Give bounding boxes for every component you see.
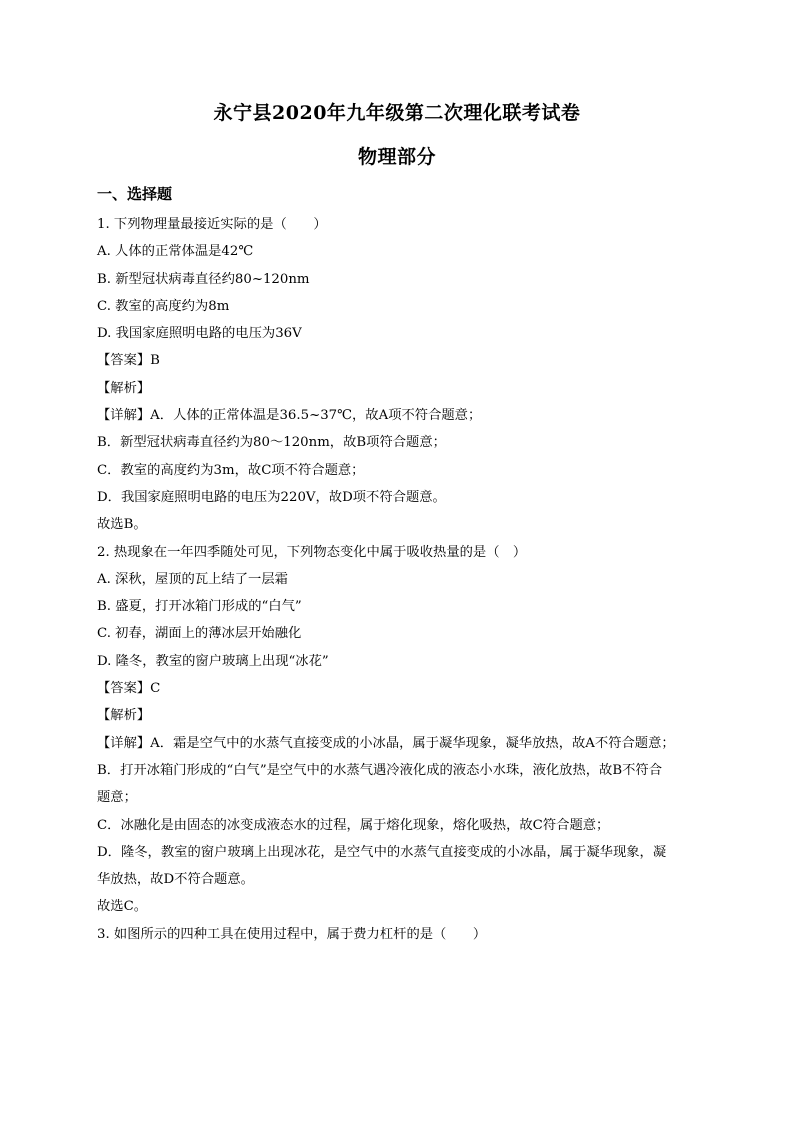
- question-1-option-a: A. 人体的正常体温是42℃: [97, 244, 254, 260]
- question-1-detail-a: 【详解】A．人体的正常体温是36.5~37℃，故A项不符合题意；: [97, 408, 482, 424]
- question-2-analysis-label: 【解析】: [97, 708, 151, 724]
- question-1-detail-c: C．教室的高度约为3m，故C项不符合题意；: [97, 462, 365, 478]
- question-2-answer: 【答案】C: [97, 681, 161, 697]
- question-1-option-d: D. 我国家庭照明电路的电压为36V: [97, 326, 302, 342]
- question-1-option-c: C. 教室的高度约为8m: [97, 298, 230, 314]
- question-1-option-b: B. 新型冠状病毒直径约80~120nm: [97, 271, 310, 287]
- question-2-detail-c: C．冰融化是由固态的冰变成液态水的过程，属于熔化现象，熔化吸热，故C符合题意；: [97, 817, 610, 833]
- question-2-conclusion: 故选C。: [97, 899, 148, 915]
- question-2-stem: 2. 热现象在一年四季随处可见，下列物态变化中属于吸收热量的是（ ）: [97, 544, 527, 560]
- document-body: [97, 211, 707, 948]
- page-subtitle: 物理部分: [357, 146, 436, 168]
- question-2-option-d: D. 隆冬，教室的窗户玻璃上出现“冰花”: [97, 653, 329, 669]
- question-2-option-b: B. 盛夏，打开冰箱门形成的“白气”: [97, 599, 302, 615]
- question-3-stem: 3. 如图所示的四种工具在使用过程中，属于费力杠杆的是（ ）: [97, 926, 487, 942]
- question-2-detail-b-line1: B．打开冰箱门形成的“白气”是空气中的水蒸气遇冷液化成的液态小水珠，液化放热，故B不符合: [97, 762, 663, 778]
- question-1-answer: 【答案】B: [97, 353, 160, 369]
- question-2-detail-d-line1: D．隆冬，教室的窗户玻璃上出现冰花，是空气中的水蒸气直接变成的小冰晶，属于凝华现象，凝: [97, 844, 667, 860]
- question-2-option-c: C. 初春，湖面上的薄冰层开始融化: [97, 626, 302, 642]
- question-1-stem: 1. 下列物理量最接近实际的是（ ）: [97, 217, 327, 232]
- question-1-detail-d: D．我国家庭照明电路的电压为220V，故D项不符合题意。: [97, 489, 446, 505]
- page-title: 永宁县2020年九年级第二次理化联考试卷: [213, 102, 581, 124]
- question-1-conclusion: 故选B。: [97, 517, 147, 533]
- question-1-analysis-label: 【解析】: [97, 380, 151, 396]
- question-1-detail-b: B．新型冠状病毒直径约为80～120nm，故B项符合题意；: [97, 435, 446, 451]
- question-2-detail-b-line2: 题意；: [97, 790, 137, 806]
- question-2-detail-a: 【详解】A．霜是空气中的水蒸气直接变成的小冰晶，属于凝华现象，凝华放热，故A不符合题意；: [97, 735, 675, 751]
- section-heading: 一、选择题: [97, 185, 173, 203]
- question-2-option-a: A. 深秋，屋顶的瓦上结了一层霜: [97, 571, 288, 587]
- question-2-detail-d-line2: 华放热，故D不符合题意。: [97, 872, 254, 888]
